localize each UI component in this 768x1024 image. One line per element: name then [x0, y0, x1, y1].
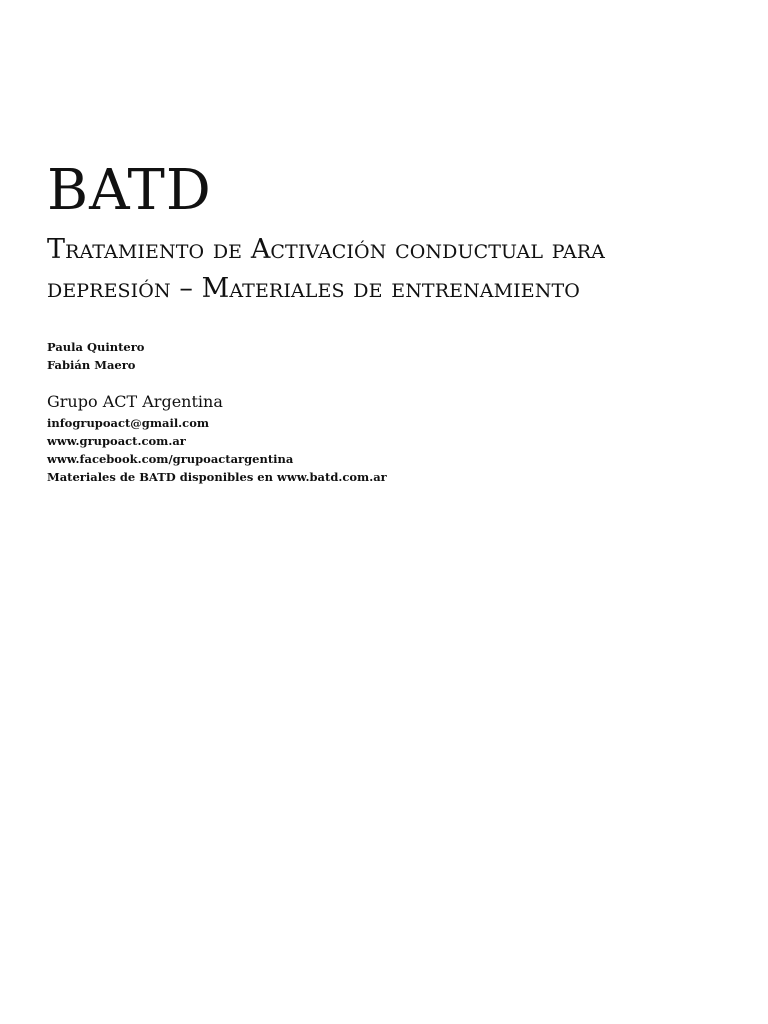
website-text: www.grupoact.com.ar	[47, 434, 186, 448]
materials-note: Materiales de BATD disponibles en www.batd.com.ar	[47, 470, 387, 484]
facebook-text: www.facebook.com/grupoactargentina	[47, 452, 294, 466]
email-text: infogrupoact@gmail.com	[47, 416, 210, 430]
document-subtitle: Tratamiento de Activación conductual para depresión – Materiales de entrenamiento	[47, 234, 605, 304]
organization-name: Grupo ACT Argentina	[47, 392, 223, 411]
contact-block	[47, 414, 387, 486]
author-name: Paula Quintero	[47, 340, 145, 354]
author-name: Fabián Maero	[47, 358, 136, 372]
document-title: BATD	[47, 158, 212, 223]
authors-block	[47, 338, 144, 374]
